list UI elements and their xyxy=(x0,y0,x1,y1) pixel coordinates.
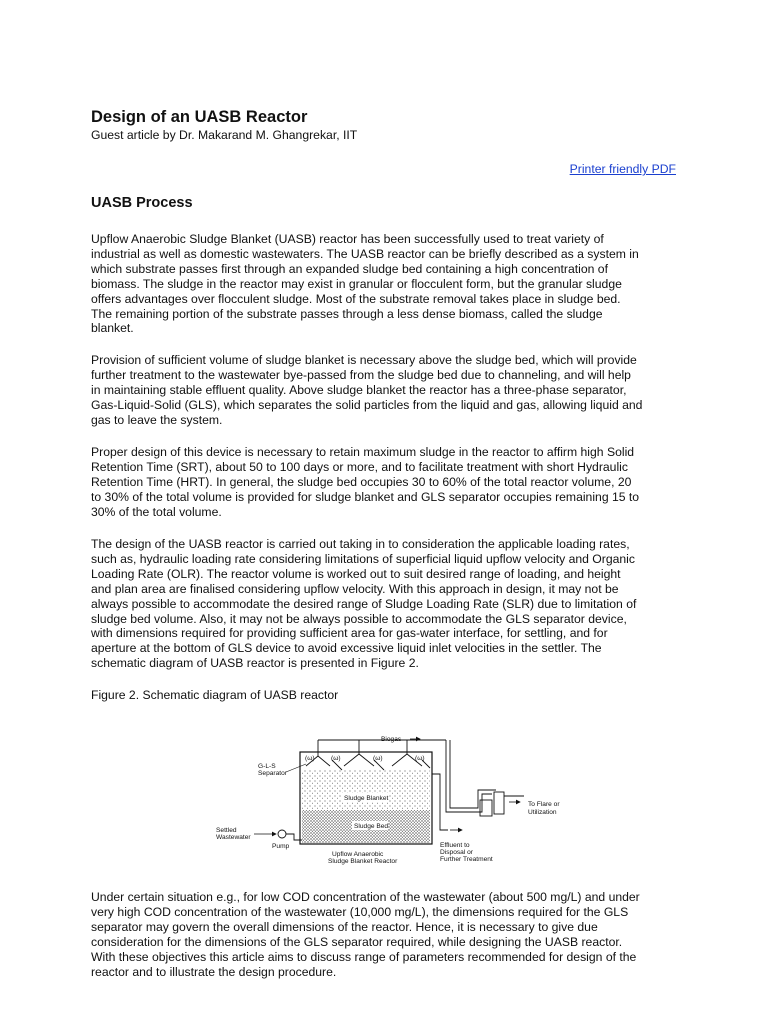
biogas-label: Biogas xyxy=(381,736,402,743)
reactor-label-1: Upflow Anaerobic xyxy=(332,851,384,858)
pump-label: Pump xyxy=(272,843,290,850)
byline: Guest article by Dr. Makarand M. Ghangrekar, IIT xyxy=(91,128,358,142)
paragraph-4: The design of the UASB reactor is carried out taking in to consideration the applicable loading rates, such as, hydraulic loading rate considering limitations of superficial liquid upflow velocity and Organic Loading Rate (OLR). The reactor volume is worked out to suit desired range of loading, and height and plan area are finalised considering upflow velocity. With this approach in design, it may not be always possible to accommodate the desired range of Sludge Loading Rate (SLR) due to limitation of sludge bed volume. Also, it may not be always possible to accommodate the GLS separator device, with dimensions required for providing sufficient area for gas-water interface, for settling, and for aperture at the bottom of GLS device to avoid excessive liquid inlet velocities in the settler. The schematic diagram of UASB reactor is presented in Figure 2. xyxy=(91,537,637,671)
paragraph-1: Upflow Anaerobic Sludge Blanket (UASB) reactor has been successfully used to treat variety of industrial as well as domestic wastewaters. The UASB reactor can be briefly described as a system in which substrate passes first through an expanded sludge bed containing a high concentration of biomass. The sludge in the reactor may exist in granular or flocculent form, but the granular sludge offers advantages over flocculent sludge. Most of the substrate removal takes place in sludge bed. The remaining portion of the substrate passes through a less dense biomass, called the sludge blanket. xyxy=(91,232,639,336)
printer-friendly-pdf-link[interactable]: Printer friendly PDF xyxy=(569,162,676,176)
paragraph-3: Proper design of this device is necessary to retain maximum sludge in the reactor to affirm high Solid Retention Time (SRT), about 50 to 100 days or more, and to facilitate treatment with short Hydraulic Retention Time (HRT). In general, the sludge bed occupies 30 to 60% of the total reactor volume, 20 to 30% of the total volume is provided for sludge blanket and GLS separator occupies remaining 15 to 30% of the total volume. xyxy=(91,445,640,519)
figure-caption: Figure 2. Schematic diagram of UASB reactor xyxy=(91,688,339,702)
flare-label-1: To Flare or xyxy=(528,801,560,808)
effluent-label-3: Further Treatment xyxy=(440,856,493,863)
gas-symbol-4: (ω) xyxy=(415,755,425,762)
uasb-schematic-diagram xyxy=(214,730,560,870)
section-heading: UASB Process xyxy=(91,195,193,211)
settled-wastewater-label-1: Settled xyxy=(216,827,237,834)
gas-symbol-2: (ω) xyxy=(331,755,341,762)
sludge-blanket-label: Sludge Blanket xyxy=(344,795,389,802)
effluent-label-1: Effluent to xyxy=(440,842,470,849)
page-title: Design of an UASB Reactor xyxy=(91,108,308,126)
gls-label-2: Separator xyxy=(258,770,287,777)
sludge-blanket-region xyxy=(302,770,430,810)
gas-piping xyxy=(446,740,524,816)
settled-wastewater-label-2: Wastewater xyxy=(216,834,251,841)
reactor-label-2: Sludge Blanket Reactor xyxy=(328,858,398,865)
paragraph-2: Provision of sufficient volume of sludge blanket is necessary above the sludge bed, which will provide further treatment to the wastewater bye-passed from the sludge bed due to channeling, and will help in maintaining stable effluent quality. Above sludge blanket the reactor has a three-phase separator, Gas-Liquid-Solid (GLS), which separates the solid particles from the liquid and gas, allowing liquid and gas to leave the system. xyxy=(91,353,643,427)
effluent-label-2: Disposal or xyxy=(440,849,473,856)
gas-symbol-3: (ω) xyxy=(373,755,383,762)
gls-label-1: G-L-S xyxy=(258,763,276,770)
pump-symbol xyxy=(278,830,286,838)
gas-symbol-1: (ω) xyxy=(305,755,315,762)
paragraph-5: Under certain situation e.g., for low COD concentration of the wastewater (about 500 mg/L) and under very high COD concentration of the wastewater (10,000 mg/L), the dimensions required for the GLS separator may govern the overall dimensions of the reactor. Hence, it is necessary to give due consideration for the dimensions of the GLS separator required, while designing the UASB reactor. With these objectives this article aims to discuss range of parameters recommended for design of the reactor and to illustrate the design procedure. xyxy=(91,890,640,979)
sludge-bed-label: Sludge Bed xyxy=(354,823,389,830)
flare-label-2: Utilization xyxy=(528,809,557,816)
